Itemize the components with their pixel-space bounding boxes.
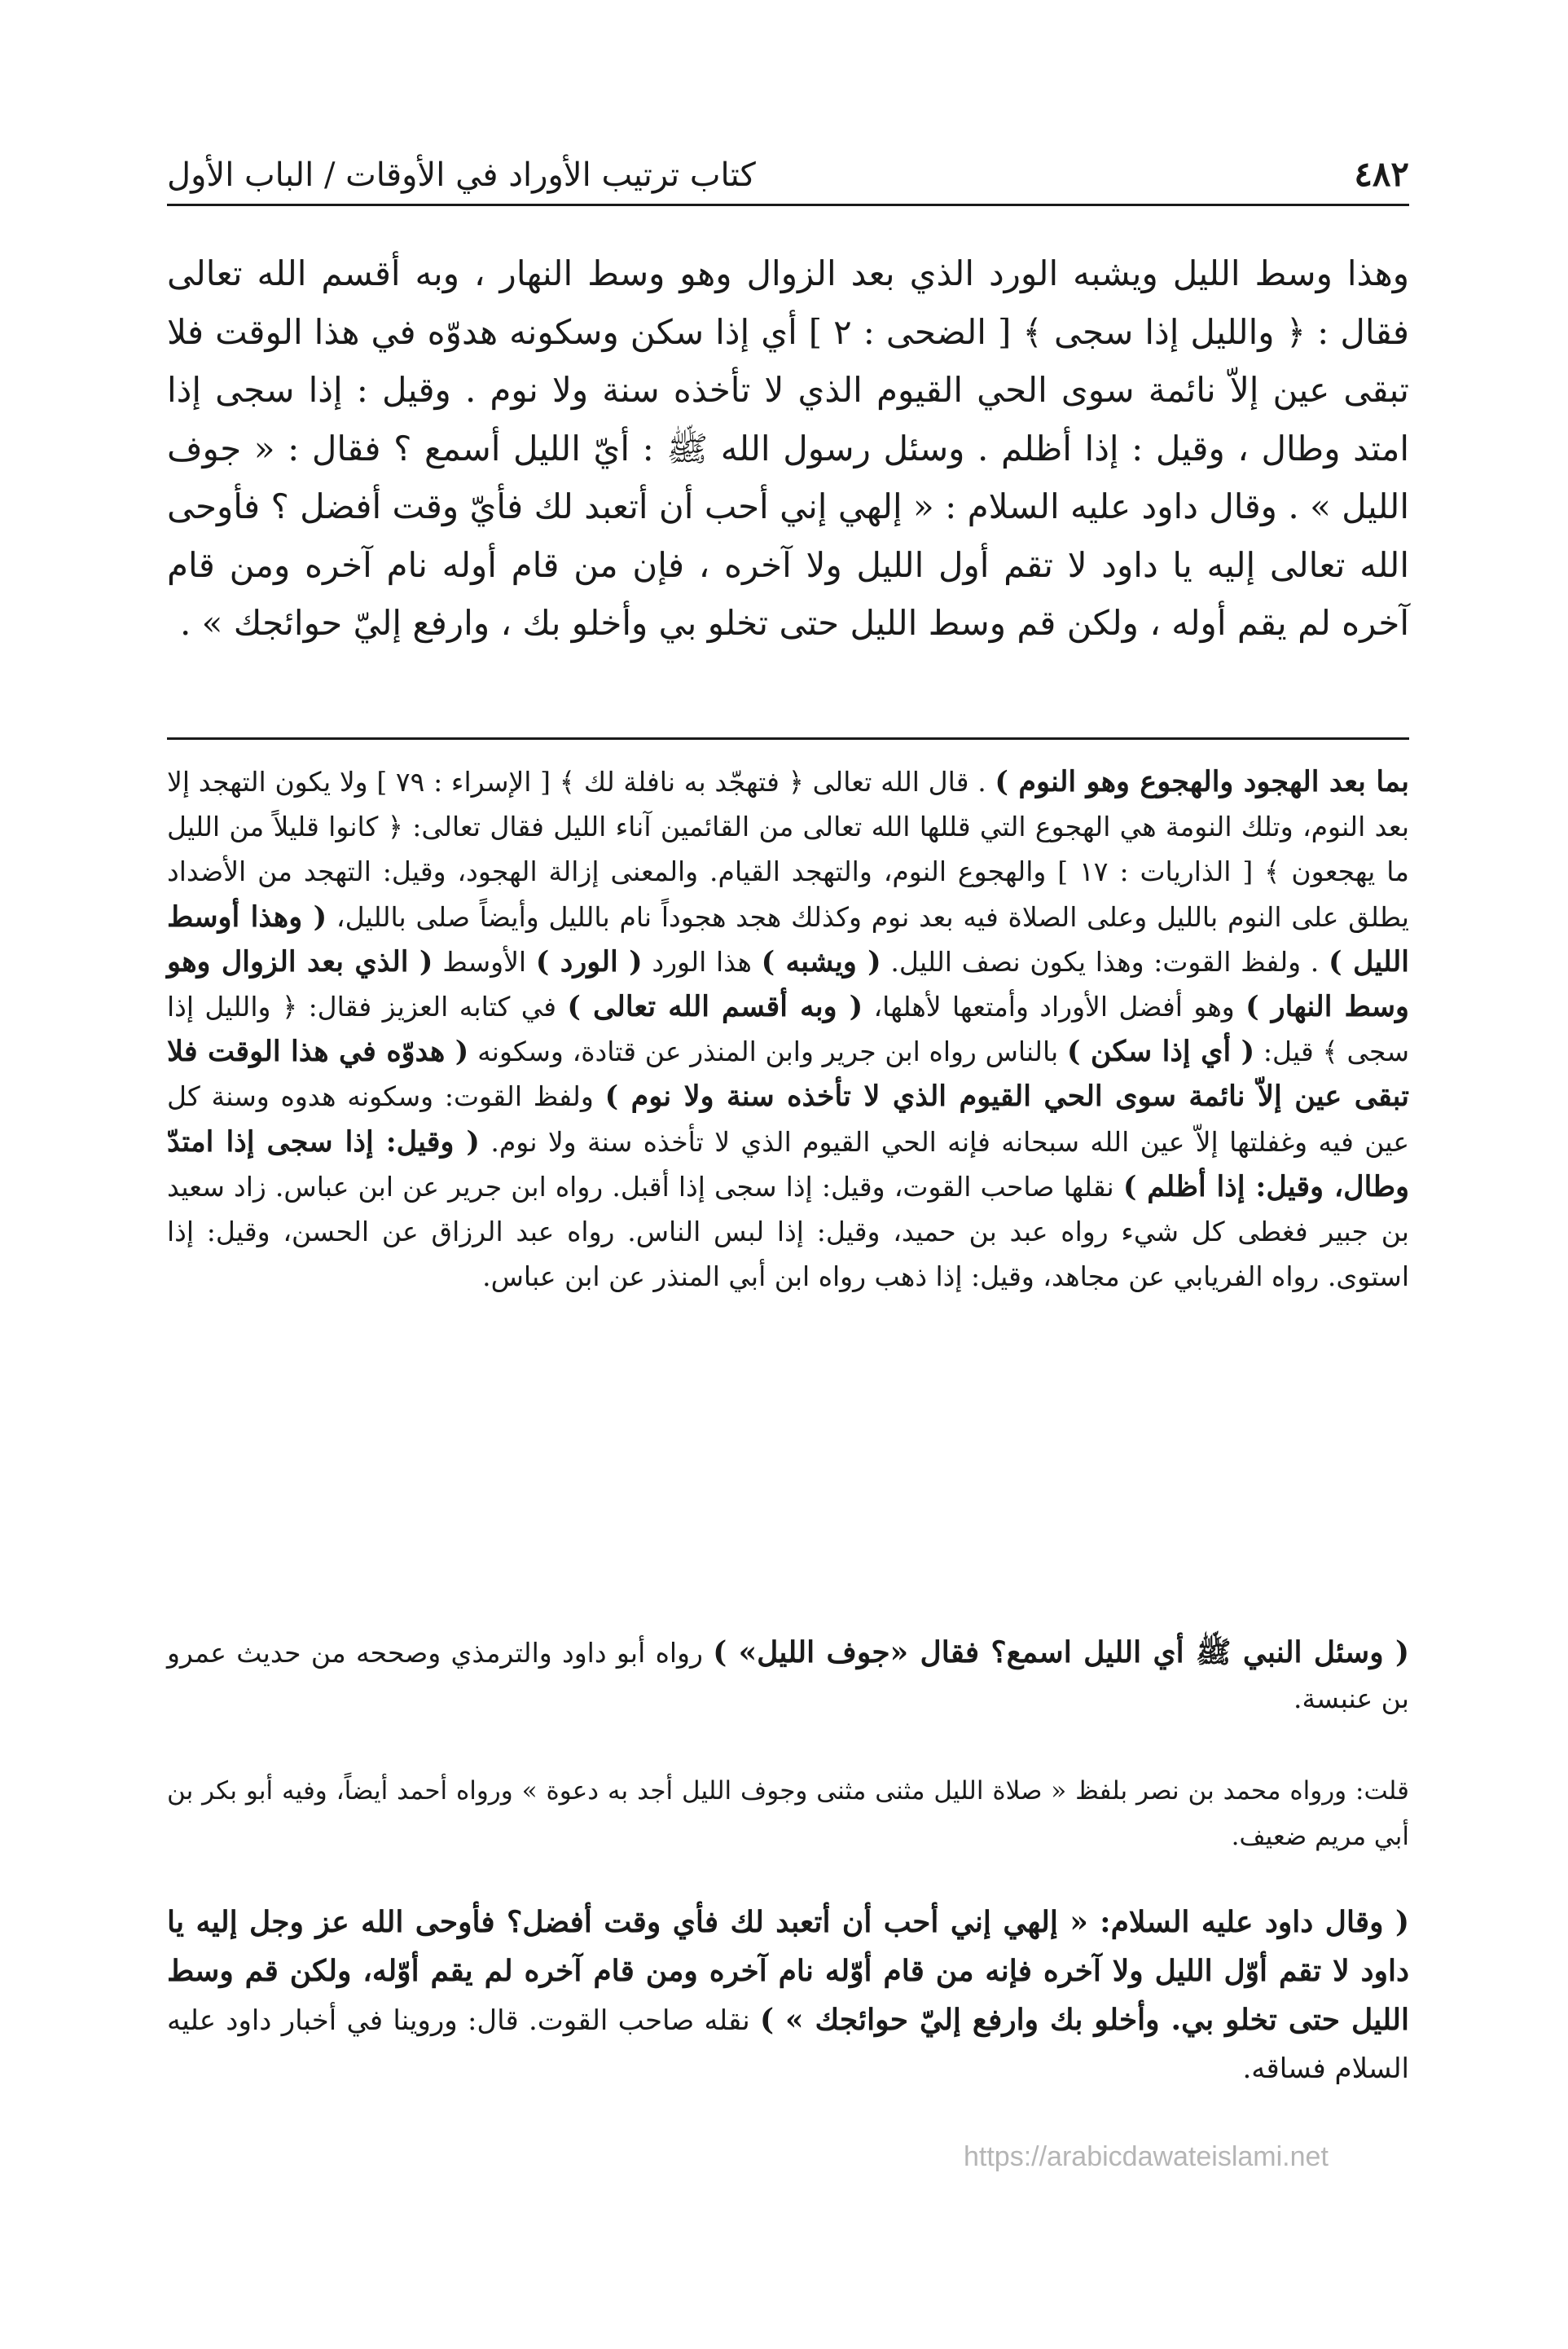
commentary-bold: ( وقيل: إذا سجى إذا امتدّ وطال، وقيل: إذا أظلم ) xyxy=(167,1124,1410,1203)
commentary-paragraph-3-text: قلت: ورواه محمد بن نصر بلفظ « صلاة الليل مثنى مثنى وجوف الليل أجد به دعوة » ورواه أحمد أيضاً، وفيه أبو بكر بن أبي مريم ضعيف. xyxy=(167,1776,1409,1851)
running-title: كتاب ترتيب الأوراد في الأوقات / الباب الأول xyxy=(167,156,756,194)
commentary-bold: بما بعد الهجود والهجوع وهو النوم ) xyxy=(995,765,1409,798)
header-rule xyxy=(167,204,1409,206)
commentary-text: في كتابه العزيز فقال: ﴿ والليل إذا سجى ﴾ قيل: xyxy=(167,991,1409,1068)
commentary-text: ولفظ القوت: وسكونه هدوه وسنة كل عين فيه وغفلتها إلاّ عين الله سبحانه فإنه الحي القيوم الذي لا تأخذه سنة ولا نوم. xyxy=(167,1080,1410,1158)
commentary-paragraph-4 xyxy=(167,1898,1409,2093)
watermark-url: https://arabicdawateislami.net xyxy=(964,2141,1329,2172)
commentary-bold: ( وسئل النبي ﷺ أي الليل اسمع؟ فقال «جوف الليل» ) xyxy=(713,1635,1409,1669)
commentary-text: . ولفظ القوت: وهذا يكون نصف الليل. xyxy=(890,945,1320,978)
commentary-text: الأوسط xyxy=(442,945,527,978)
main-paragraph: وهذا وسط الليل ويشبه الورد الذي بعد الزوال وهو وسط النهار ، وبه أقسم الله تعالى فقال : ﴿ والليل إذا سجى ﴾ [ الضحى : ٢ ] أي إذا سكن وسكونه هدوّه في هذا الوقت فلا تبقى عين إلاّ نائمة سوى الحي القيوم الذي لا تأخذه سنة ولا نوم . وقيل : إذا سجى إذا امتد وطال ، وقيل : إذا أظلم . وسئل رسول الله ﷺ : أيّ الليل أسمع ؟ فقال : « جوف الليل » . وقال داود عليه السلام : « إلهي إني أحب أن أتعبد لك فأيّ وقت أفضل ؟ فأوحى الله تعالى إليه يا داود لا تقم أول الليل ولا آخره ، فإن من قام أوله نام آخره ومن قام آخره لم يقم أوله ، ولكن قم وسط الليل حتى تخلو بي وأخلو بك ، وارفع إليّ حوائجك » . xyxy=(167,253,1409,643)
separator-rule xyxy=(167,737,1409,740)
commentary-paragraph-1 xyxy=(167,759,1409,1299)
commentary-bold: ( الذي بعد الزوال وهو وسط النهار ) xyxy=(167,944,1409,1024)
main-text xyxy=(167,244,1409,653)
commentary-text: وهو أفضل الأوراد وأمتعها لأهلها، xyxy=(873,991,1235,1023)
commentary-text: نقلها صاحب القوت، وقيل: إذا سجى إذا أقبل. رواه ابن جرير عن ابن عباس. زاد سعيد بن جبير فغطى كل شيء رواه عبد بن حميد، وقيل: إذا لبس الناس. رواه عبد الرزاق عن الحسن، وقيل: إذا استوى. رواه الفريابي عن مجاهد، وقيل: إذا ذهب رواه ابن أبي المنذر عن ابن عباس. xyxy=(167,1170,1409,1293)
commentary-text: بالناس رواه ابن جرير وابن المنذر عن قتادة، وسكونه xyxy=(477,1036,1059,1068)
commentary-block xyxy=(167,759,1409,1299)
commentary-bold: ( هدوّه في هذا الوقت فلا تبقى عين إلاّ نائمة سوى الحي القيوم الذي لا تأخذه سنة ولا نوم ) xyxy=(167,1035,1409,1114)
commentary-bold: ( الورد ) xyxy=(535,944,643,979)
commentary-bold: ( وقال داود عليه السلام: « إلهي إني أحب أن أتعبد لك فأي وقت أفضل؟ فأوحى الله عز وجل إليه يا داود لا تقم أوّل الليل ولا آخره فإنه من قام أوّله نام آخره ومن قام آخره لم يقم أوّله، ولكن قم وسط الليل حتى تخلو بي. وأخلو بك وارفع إليّ حوائجك » ) xyxy=(167,1905,1410,2037)
commentary-paragraph-2-text xyxy=(167,1630,1409,1722)
commentary-text: رواه أبو داود والترمذي وصححه من حديث عمرو بن عنبسة. xyxy=(167,1637,1409,1714)
commentary-bold: ( ويشبه ) xyxy=(761,944,881,979)
commentary-text: نقله صاحب القوت. قال: وروينا في أخبار داود عليه السلام فساقه. xyxy=(167,2004,1409,2085)
commentary-bold: ( وهذا أوسط الليل ) xyxy=(167,900,1409,979)
commentary-paragraph-3 xyxy=(167,1768,1409,1859)
commentary-bold: ( أي إذا سكن ) xyxy=(1066,1035,1255,1069)
commentary-paragraph-4-text xyxy=(167,1898,1409,2093)
commentary-paragraph-2 xyxy=(167,1630,1409,1722)
commentary-text: . قال الله تعالى ﴿ فتهجّد به نافلة لك ﴾ [ الإسراء : ٧٩ ] ولا يكون التهجد إلا بعد النوم، وتلك النومة هي الهجوع التي قللها الله تعالى من القائمين آناء الليل فقال تعالى: ﴿ كانوا قليلاً من الليل ما يهجعون ﴾ [ الذاريات : ١٧ ] والهجوع النوم، والتهجد القيام. والمعنى إزالة الهجود، وقيل: التهجد من الأضداد يطلق على النوم بالليل وعلى الصلاة فيه بعد نوم وكذلك هجد هجوداً نام بالليل وأيضاً صلى بالليل، xyxy=(167,766,1410,933)
commentary-text: هذا الورد xyxy=(652,945,752,978)
page-number: ٤٨٢ xyxy=(1354,154,1409,194)
page-header xyxy=(167,137,1409,194)
commentary-bold: ( وبه أقسم الله تعالى ) xyxy=(567,990,863,1024)
